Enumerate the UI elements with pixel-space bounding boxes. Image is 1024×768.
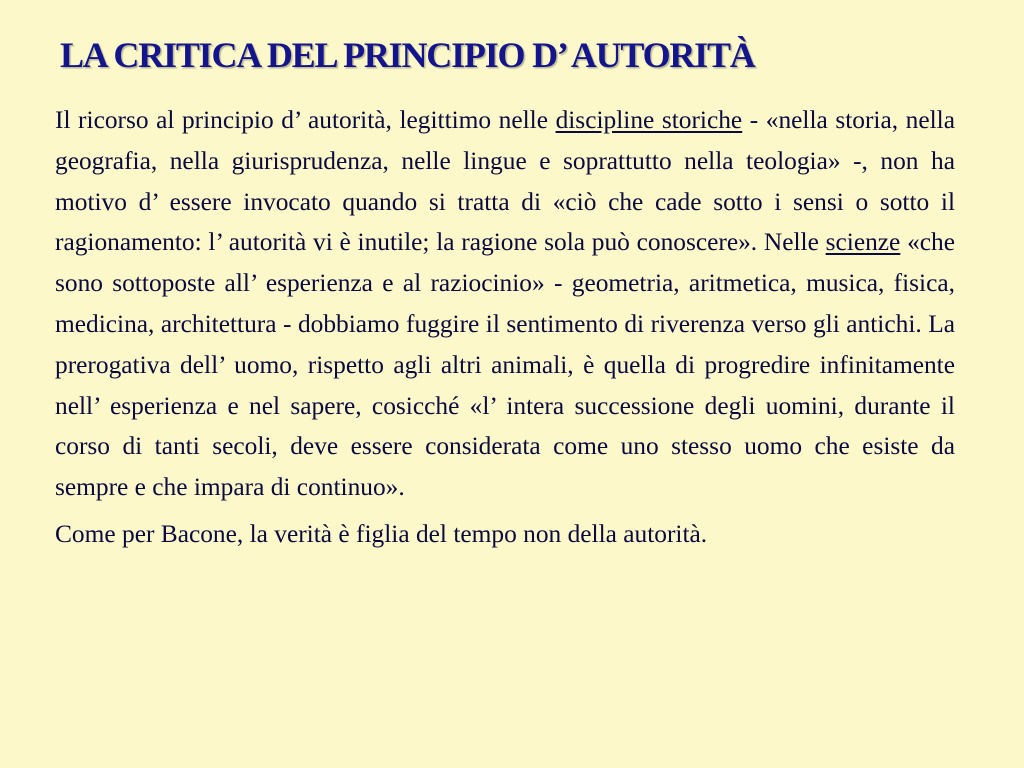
scienze-link[interactable]: scienze (825, 228, 901, 257)
discipline-storiche-link[interactable]: discipline storiche (555, 106, 743, 134)
slide-body (55, 100, 955, 555)
slide-title: LA CRITICA DEL PRINCIPIO D’ AUTORITÀ (60, 35, 755, 75)
paragraph-2: Come per Bacone, la verità è figlia del tempo non della autorità. (55, 519, 708, 548)
paragraph-1-text-c: «che sono sottoposte all’ esperienza e al raziocinio» - geometria, aritmetica, musica, fisica, medicina, architettura - dobbiamo fuggire il sentimento di riverenza verso gli antichi. La prerogativa dell’ uomo, rispetto agli altri animali, è quella di progredire infinitamente nell’ esperienza e nel sapere, cosicché «l’ intera successione degli uomini, durante il corso di tanti secoli, deve essere considerata come uno stesso uomo che esiste da sempre e che impara di continuo». (55, 228, 955, 502)
paragraph-1-text-a: Il ricorso al principio d’ autorità, legittimo nelle (55, 106, 556, 134)
paragraph-1 (55, 100, 955, 508)
paragraph-1-text-b: - «nella storia, nella geografia, nella giurisprudenza, nelle lingue e soprattutto nella teologia» -, non ha motivo d’ essere invocato quando si tratta di «ciò che cade sotto i sensi o sotto il ragionamento: l’ autorità vi è inutile; la ragione sola può conoscere». Nelle (55, 106, 955, 257)
